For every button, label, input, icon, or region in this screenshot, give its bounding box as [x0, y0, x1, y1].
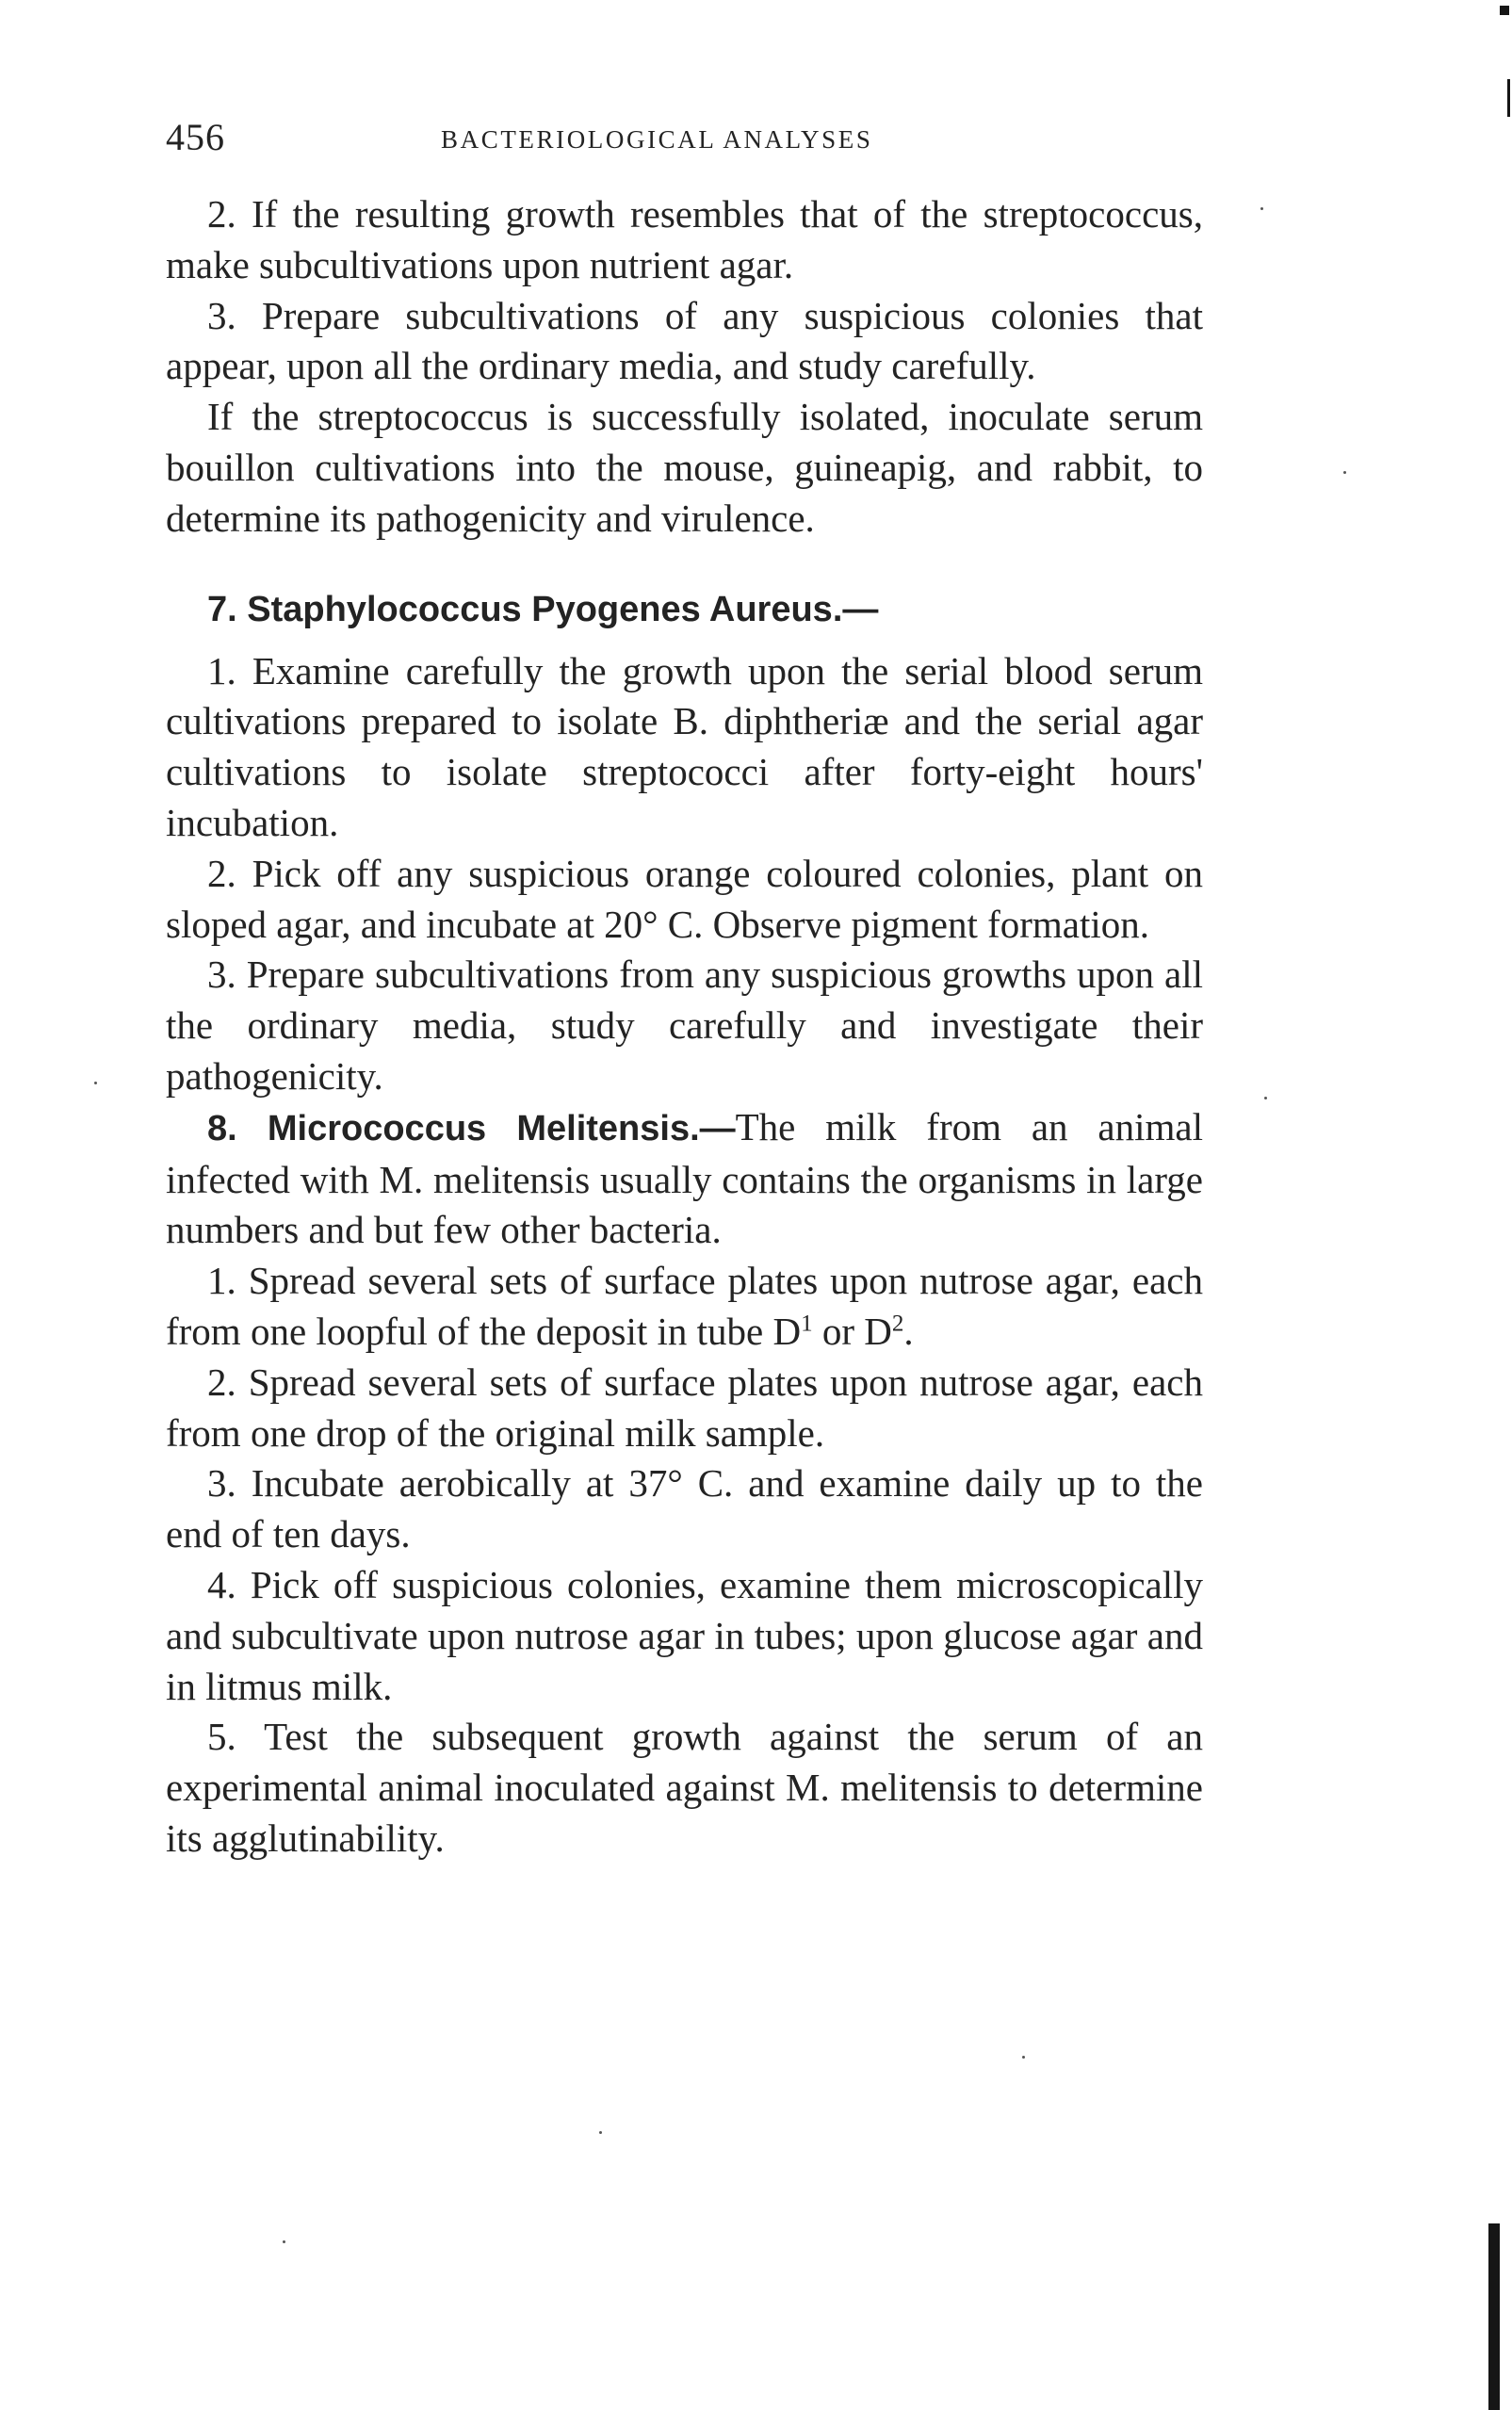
- section-heading-micrococcus: 8. Micrococcus Melitensis.—: [207, 1108, 736, 1148]
- list-item: 4. Pick off suspicious colonies, examine them microscopically and subcultivate upon nutrose agar in tubes; upon glucose agar and in litmus milk.: [166, 1562, 1203, 1708]
- list-item: 3. Incubate aerobically at 37° C. and examine daily up to the end of ten days.: [166, 1461, 1203, 1556]
- list-item-text: 1. Spread several sets of surface plates upon nutrose agar, each from one loopful of the deposit in tube D: [166, 1259, 1203, 1353]
- list-item-text: .: [903, 1309, 914, 1353]
- paper-speck: [283, 2240, 285, 2243]
- paper-speck: [1264, 1097, 1267, 1099]
- scan-mark-top-edge: [1507, 79, 1510, 117]
- section-heading-staphylococcus: 7. Staphylococcus Pyogenes Aureus.—: [207, 589, 879, 629]
- list-item-text: or D: [812, 1309, 892, 1353]
- paper-speck: [599, 2131, 602, 2134]
- section-intro: The milk from an animal infected with M. melitensis usually contains the organisms in large numbers and but few other bacteria.: [166, 1104, 1203, 1252]
- scan-mark-top: [1500, 6, 1509, 15]
- list-item: [166, 1256, 1203, 1358]
- page-header: [166, 113, 1202, 162]
- list-item: 1. Examine carefully the growth upon the serial blood serum cultivations prepared to isolate B. diphtheriæ and the serial agar cultivations to isolate streptococci after forty-eight hours' incubation.: [166, 648, 1203, 844]
- list-item: 2. Spread several sets of surface plates upon nutrose agar, each from one drop of the original milk sample.: [166, 1360, 1203, 1455]
- section-paragraph-micrococcus: [166, 1102, 1203, 1256]
- list-item: 3. Prepare subcultivations from any suspicious growths upon all the ordinary media, study carefully and investigate their pathogenicity.: [166, 953, 1203, 1098]
- page-number: 456: [166, 116, 225, 158]
- paragraph: If the streptococcus is successfully isolated, inoculate serum bouillon cultivations into the mouse, guineapig, and rabbit, to determine its pathogenicity and virulence.: [166, 395, 1203, 540]
- paragraph: 3. Prepare subcultivations of any suspicious colonies that appear, upon all the ordinary media, and study carefully.: [166, 293, 1203, 388]
- paragraph: 2. If the resulting growth resembles that of the streptococcus, make subcultivations upon nutrient agar.: [166, 192, 1203, 286]
- superscript: 2: [891, 1311, 904, 1337]
- list-item: 2. Pick off any suspicious orange coloured colonies, plant on sloped agar, and incubate at 20° C. Observe pigment formation.: [166, 851, 1203, 946]
- scan-binding-edge: [1488, 2223, 1500, 2410]
- paper-speck: [1343, 471, 1346, 474]
- paper-speck: [94, 1082, 97, 1084]
- superscript: 1: [801, 1311, 813, 1337]
- paper-speck: [1260, 207, 1263, 210]
- paper-speck: [1022, 2056, 1025, 2059]
- running-head: BACTERIOLOGICAL ANALYSES: [441, 125, 873, 154]
- page-body: [166, 189, 1203, 1864]
- list-item: 5. Test the subsequent growth against the serum of an experimental animal inoculated against M. melitensis to determine its agglutinability.: [166, 1715, 1203, 1860]
